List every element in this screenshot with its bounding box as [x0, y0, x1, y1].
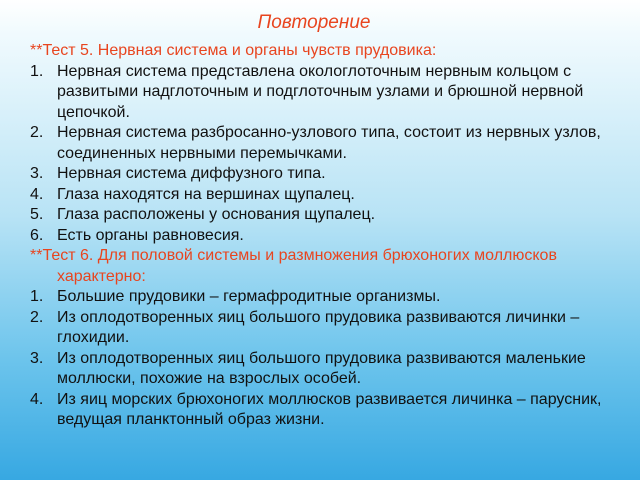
test-5-section — [30, 41, 620, 246]
list-item-number: 2. — [30, 124, 44, 141]
list-item-text: Из оплодотворенных яиц большого прудовика развиваются личинки – глохидии. — [57, 308, 580, 346]
list-item — [30, 205, 620, 226]
list-item-number: 4. — [30, 390, 44, 408]
slide-content — [30, 41, 620, 431]
list-item — [30, 390, 620, 431]
list-item-text: Глаза расположены у основания щупалец. — [57, 206, 376, 223]
list-item-number: 1. — [30, 62, 44, 80]
list-item — [30, 287, 620, 308]
list-item-text: Есть органы равновесия. — [57, 226, 244, 244]
list-item-number: 2. — [30, 308, 44, 326]
list-item-text: Большие прудовики – гермафродитные организмы. — [57, 288, 441, 305]
list-item — [30, 185, 620, 206]
list-item — [30, 62, 620, 124]
list-item — [30, 123, 620, 164]
list-item — [30, 349, 620, 390]
list-item-number: 6. — [30, 226, 44, 244]
list-item-number: 5. — [30, 206, 44, 223]
list-item-text: Нервная система диффузного типа. — [57, 165, 326, 182]
list-item-number: 3. — [30, 349, 44, 367]
test-6-heading: **Тест 6. Для половой системы и размножения брюхоногих моллюсков характерно: — [30, 247, 557, 285]
slide-title: Повторение — [257, 12, 371, 33]
list-item-number: 4. — [30, 185, 44, 203]
list-item-number: 1. — [30, 288, 44, 305]
list-item — [30, 164, 620, 185]
test-5-list — [30, 62, 620, 247]
list-item — [30, 226, 620, 247]
list-item-text: Нервная система представлена окологлоточным нервным кольцом с развитыми надглоточным и подглоточным узлами и брюшной нервной цепочкой. — [57, 62, 584, 121]
test-6-list — [30, 287, 620, 431]
list-item-number: 3. — [30, 165, 44, 182]
list-item — [30, 308, 620, 349]
test-5-heading: **Тест 5. Нервная система и органы чувств прудовика: — [30, 42, 437, 59]
list-item-text: Глаза находятся на вершинах щупалец. — [57, 185, 355, 203]
list-item-text: Из яиц морских брюхоногих моллюсков развивается личинка – парусник, ведущая планктонный образ жизни. — [57, 390, 602, 428]
list-item-text: Нервная система разбросанно-узлового типа, состоит из нервных узлов, соединенных нервными перемычками. — [57, 124, 601, 162]
list-item-text: Из оплодотворенных яиц большого прудовика развиваются маленькие моллюски, похожие на взрослых особей. — [57, 349, 586, 387]
test-6-section — [30, 246, 620, 431]
